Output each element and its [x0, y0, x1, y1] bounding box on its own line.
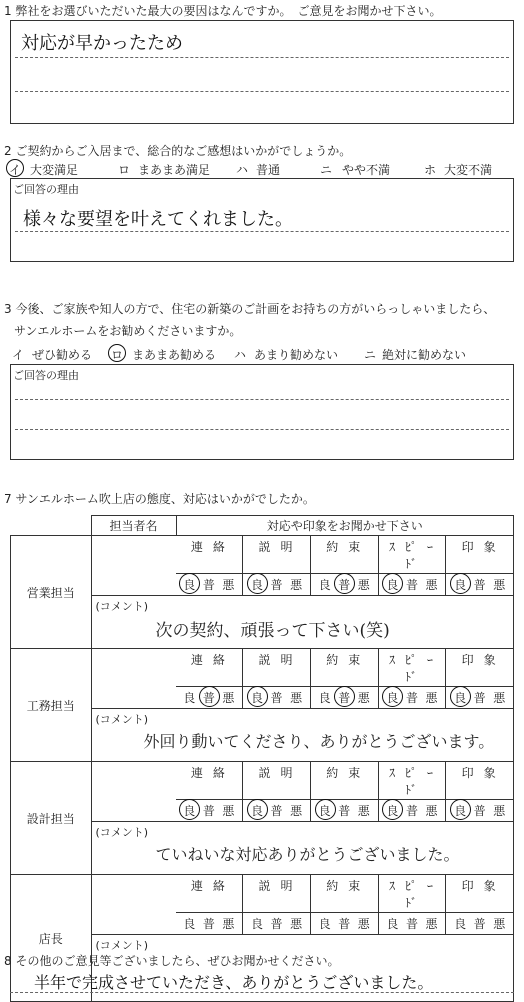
row-2-cat-4: 印象 [445, 762, 513, 799]
row-3-rating-3-value-2[interactable]: 悪 [425, 917, 438, 931]
row-0-cat-3: ｽﾋﾟｰﾄﾞ [378, 536, 446, 573]
row-3-rating-1-value-1[interactable]: 普 [270, 917, 283, 931]
row-3-rating-1-value-0[interactable]: 良 [250, 917, 263, 931]
row-3-rating-4-value-2[interactable]: 悪 [493, 917, 506, 931]
row-3-cat-4: 印象 [445, 875, 513, 912]
q8-line [10, 992, 514, 993]
row-3-rating-0-value-0[interactable]: 良 [183, 917, 196, 931]
row-0-rating-2-value-2[interactable]: 悪 [357, 578, 370, 592]
row-1-rating-3-value-0[interactable]: 良 [383, 689, 401, 706]
row-1-comment-box[interactable] [91, 709, 514, 762]
row-0-rating-2 [310, 574, 378, 595]
row-1-cat-0: 連絡 [190, 653, 235, 667]
row-0-rating-0-value-2[interactable]: 悪 [222, 578, 235, 592]
q2-option-0-label: 大変満足 [30, 163, 79, 177]
row-0-rating-3-value-0[interactable]: 良 [383, 576, 401, 593]
row-3-rating-2-value-2[interactable]: 悪 [357, 917, 370, 931]
q2-option-1-mark[interactable]: ロ [118, 163, 131, 177]
row-1-cat-4: 印象 [445, 649, 513, 686]
row-2-values [176, 799, 514, 821]
row-2-cat-0: 連絡 [190, 766, 235, 780]
row-0-values [176, 573, 514, 595]
q3-line-1 [15, 399, 509, 400]
row-0-rating-3 [378, 574, 446, 595]
row-1-rating-3 [378, 687, 446, 708]
row-1-rating-0-value-0[interactable]: 良 [183, 691, 196, 705]
row-0-rating-1 [242, 574, 310, 595]
row-1-rating-0-value-1[interactable]: 普 [200, 689, 218, 706]
row-0-comment-label: (コメント) [95, 600, 149, 613]
row-1-rating-4-value-0[interactable]: 良 [451, 689, 469, 706]
row-2-rating-1-value-1[interactable]: 普 [270, 804, 283, 818]
row-2-rating-0-value-1[interactable]: 普 [202, 804, 215, 818]
q1-answer-box[interactable] [10, 20, 514, 124]
row-3-rating-3 [378, 913, 446, 934]
row-0-rating-2-value-1[interactable]: 普 [335, 576, 353, 593]
q2-reason-label: ご回答の理由 [13, 183, 79, 196]
row-2-ratings [91, 762, 514, 822]
q2-reason-box[interactable] [10, 178, 514, 262]
row-3-rating-1-value-2[interactable]: 悪 [290, 917, 303, 931]
row-1-rating-2-value-1[interactable]: 普 [335, 689, 353, 706]
q2-option-1-label: まあまあ満足 [138, 163, 211, 177]
row-0-rating-0-value-1[interactable]: 普 [202, 578, 215, 592]
row-3-rating-4-value-0[interactable]: 良 [454, 917, 467, 931]
q3-option-1-mark[interactable]: ロ [111, 348, 124, 362]
row-1-rating-4-value-2[interactable]: 悪 [493, 691, 506, 705]
row-1-rating-1 [242, 687, 310, 708]
q3-option-3-mark[interactable]: ニ [364, 348, 377, 362]
row-1-rating-4-value-1[interactable]: 普 [473, 691, 486, 705]
row-0-rating-1-value-2[interactable]: 悪 [290, 578, 303, 592]
row-2-label: 設計担当 [11, 762, 92, 875]
row-1-categories [176, 649, 514, 686]
q2-option-3-label: やや不満 [342, 163, 391, 177]
row-0-rating-4-value-0[interactable]: 良 [451, 576, 469, 593]
q7-question: 7 サンエルホーム吹上店の態度、対応はいかがでしたか。 [4, 492, 315, 506]
row-2-rating-4-value-0[interactable]: 良 [451, 802, 469, 819]
q3-reason-box[interactable] [10, 364, 514, 460]
row-2-cat-1: 説明 [242, 762, 310, 799]
row-0 [11, 536, 514, 596]
row-2-rating-3-value-2[interactable]: 悪 [425, 804, 438, 818]
row-0-rating-0 [176, 574, 243, 595]
row-3-rating-3-value-0[interactable]: 良 [386, 917, 399, 931]
row-2-cat-2: 約束 [310, 762, 378, 799]
q2-option-3-mark[interactable]: ニ [320, 163, 333, 177]
row-3-rating-4 [445, 913, 513, 934]
row-0-rating-4 [445, 574, 513, 595]
q8-question: 8 その他のご意見等ございましたら、ぜひお聞かせください。 [4, 954, 340, 968]
row-3-values [176, 912, 514, 934]
row-3-label: 店長 [11, 875, 92, 1002]
row-0-rating-1-value-0[interactable]: 良 [248, 576, 266, 593]
row-2-rating-0-value-0[interactable]: 良 [180, 802, 198, 819]
row-1-comment-label: (コメント) [95, 713, 149, 726]
q3-question-line2: サンエルホームをお勧めくださいますか。 [14, 324, 242, 338]
q8-answer-area[interactable] [10, 970, 514, 996]
row-1-rating-1-value-1[interactable]: 普 [270, 691, 283, 705]
row-1-cat-1: 説明 [242, 649, 310, 686]
row-3-rating-1 [242, 913, 310, 934]
row-0-rating-4-value-2[interactable]: 悪 [493, 578, 506, 592]
row-1-rating-2-value-0[interactable]: 良 [318, 691, 331, 705]
row-3-categories [176, 875, 514, 912]
row-3-comment-label: (コメント) [95, 939, 149, 952]
row-2-rating-0 [176, 800, 243, 821]
row-0-cat-2: 約束 [310, 536, 378, 573]
q2-option-0-mark[interactable]: イ [9, 163, 22, 177]
q3-option-2-mark[interactable]: ハ [234, 348, 247, 362]
row-1-comment: 外回り動いてくださり、ありがとうございます。 [143, 732, 495, 751]
row-2-rating-1 [242, 800, 310, 821]
row-0-rating-3-value-2[interactable]: 悪 [425, 578, 438, 592]
row-3-rating-4-value-1[interactable]: 普 [473, 917, 486, 931]
row-1-cat-2: 約束 [310, 649, 378, 686]
row-0-comment: 次の契約、頑張って下さい(笑) [155, 621, 390, 641]
row-0-rating-1-value-1[interactable]: 普 [270, 578, 283, 592]
row-2-rating-2-value-0[interactable]: 良 [316, 802, 334, 819]
row-1 [11, 649, 514, 709]
row-3-cat-3: ｽﾋﾟｰﾄﾞ [378, 875, 446, 912]
row-0-label: 営業担当 [11, 536, 92, 649]
q3-option-2-label: あまり勧めない [254, 348, 339, 362]
q2-option-4-label: 大変不満 [444, 163, 493, 177]
row-2-rating-2-value-1[interactable]: 普 [338, 804, 351, 818]
row-0-rating-2-value-0[interactable]: 良 [318, 578, 331, 592]
row-1-rating-1-value-2[interactable]: 悪 [290, 691, 303, 705]
row-1-rating-3-value-1[interactable]: 普 [405, 691, 418, 705]
row-3-cat-0: 連絡 [190, 879, 235, 893]
row-2-comment-box[interactable] [91, 822, 514, 875]
row-0-ratings [91, 536, 514, 596]
row-3 [11, 875, 514, 935]
row-2-rating-3 [378, 800, 446, 821]
q3-line-2 [15, 429, 509, 430]
staff-rating-table [10, 515, 514, 1002]
row-2-rating-4-value-1[interactable]: 普 [473, 804, 486, 818]
q3-option-1-label: まあまあ勧める [132, 348, 217, 362]
row-2-rating-2 [310, 800, 378, 821]
row-0-rating-4-value-1[interactable]: 普 [473, 578, 486, 592]
row-1-ratings [91, 649, 514, 709]
q2-option-2-mark[interactable]: ハ [236, 163, 249, 177]
row-0-cat-4: 印象 [445, 536, 513, 573]
q2-reason: 様々な要望を叶えてくれました。 [23, 209, 293, 230]
row-3-cat-1: 説明 [242, 875, 310, 912]
row-0-categories [176, 536, 514, 573]
row-2-comment-label: (コメント) [95, 826, 149, 839]
q1-line-1 [15, 57, 509, 58]
q2-line-1 [15, 231, 509, 232]
row-3-cat-2: 約束 [310, 875, 378, 912]
row-1-rating-4 [445, 687, 513, 708]
row-3-rating-0-value-1[interactable]: 普 [202, 917, 215, 931]
row-2-rating-1-value-0[interactable]: 良 [248, 802, 266, 819]
q3-option-3-label: 絶対に勧めない [382, 348, 467, 362]
row-2-categories [176, 762, 514, 799]
row-1-rating-2 [310, 687, 378, 708]
q3-option-0-mark[interactable]: イ [12, 348, 25, 362]
q1-answer: 対応が早かったため [21, 33, 183, 54]
row-0-comment-box[interactable] [91, 596, 514, 649]
q2-option-2-label: 普通 [256, 163, 281, 177]
col-header: 対応や印象をお聞かせ下さい [176, 516, 514, 536]
corner-cell [11, 516, 92, 536]
row-3-rating-3-value-1[interactable]: 普 [405, 917, 418, 931]
row-2-rating-3-value-0[interactable]: 良 [383, 802, 401, 819]
row-1-rating-3-value-2[interactable]: 悪 [425, 691, 438, 705]
row-2-rating-0-value-2[interactable]: 悪 [222, 804, 235, 818]
row-0-rating-0-value-0[interactable]: 良 [180, 576, 198, 593]
q3-question-line1: 3 今後、ご家族や知人の方で、住宅の新築のご計画をお持ちの方がいらっしゃいましたら、 [4, 302, 496, 316]
row-1-rating-0 [176, 687, 243, 708]
q1-line-2 [15, 91, 509, 92]
row-3-rating-0 [176, 913, 243, 934]
q3-option-0-label: ぜひ勧める [32, 348, 93, 362]
row-2-comment: ていねいな対応ありがとうございました。 [155, 845, 460, 864]
row-3-rating-2 [310, 913, 378, 934]
row-3-rating-2-value-1[interactable]: 普 [338, 917, 351, 931]
row-0-rating-3-value-1[interactable]: 普 [405, 578, 418, 592]
row-2-rating-4 [445, 800, 513, 821]
row-3-ratings [91, 875, 514, 935]
row-1-label: 工務担当 [11, 649, 92, 762]
row-2-rating-3-value-1[interactable]: 普 [405, 804, 418, 818]
row-3-rating-2-value-0[interactable]: 良 [318, 917, 331, 931]
q8-answer: 半年で完成させていただき、ありがとうございました。 [34, 973, 434, 992]
row-1-cat-3: ｽﾋﾟｰﾄﾞ [378, 649, 446, 686]
row-2-rating-1-value-2[interactable]: 悪 [290, 804, 303, 818]
row-2-cat-3: ｽﾋﾟｰﾄﾞ [378, 762, 446, 799]
row-3-rating-0-value-2[interactable]: 悪 [222, 917, 235, 931]
row-0-cat-0: 連絡 [190, 540, 235, 554]
row-1-values [176, 686, 514, 708]
row-1-rating-0-value-2[interactable]: 悪 [222, 691, 235, 705]
q2-question: 2 ご契約からご入居まで、総合的なご感想はいかがでしょうか。 [4, 144, 352, 158]
row-2-rating-2-value-2[interactable]: 悪 [357, 804, 370, 818]
row-0-cat-1: 説明 [242, 536, 310, 573]
row-2-rating-4-value-2[interactable]: 悪 [493, 804, 506, 818]
row-1-rating-1-value-0[interactable]: 良 [248, 689, 266, 706]
q1-question: 1 弊社をお選びいただいた最大の要因はなんですか。 ご意見をお聞かせ下さい。 [4, 4, 442, 18]
row-2 [11, 762, 514, 822]
col-staff-name: 担当者名 [91, 516, 176, 536]
q3-reason-label: ご回答の理由 [13, 369, 79, 382]
row-1-rating-2-value-2[interactable]: 悪 [357, 691, 370, 705]
q2-option-4-mark[interactable]: ホ [424, 163, 437, 177]
